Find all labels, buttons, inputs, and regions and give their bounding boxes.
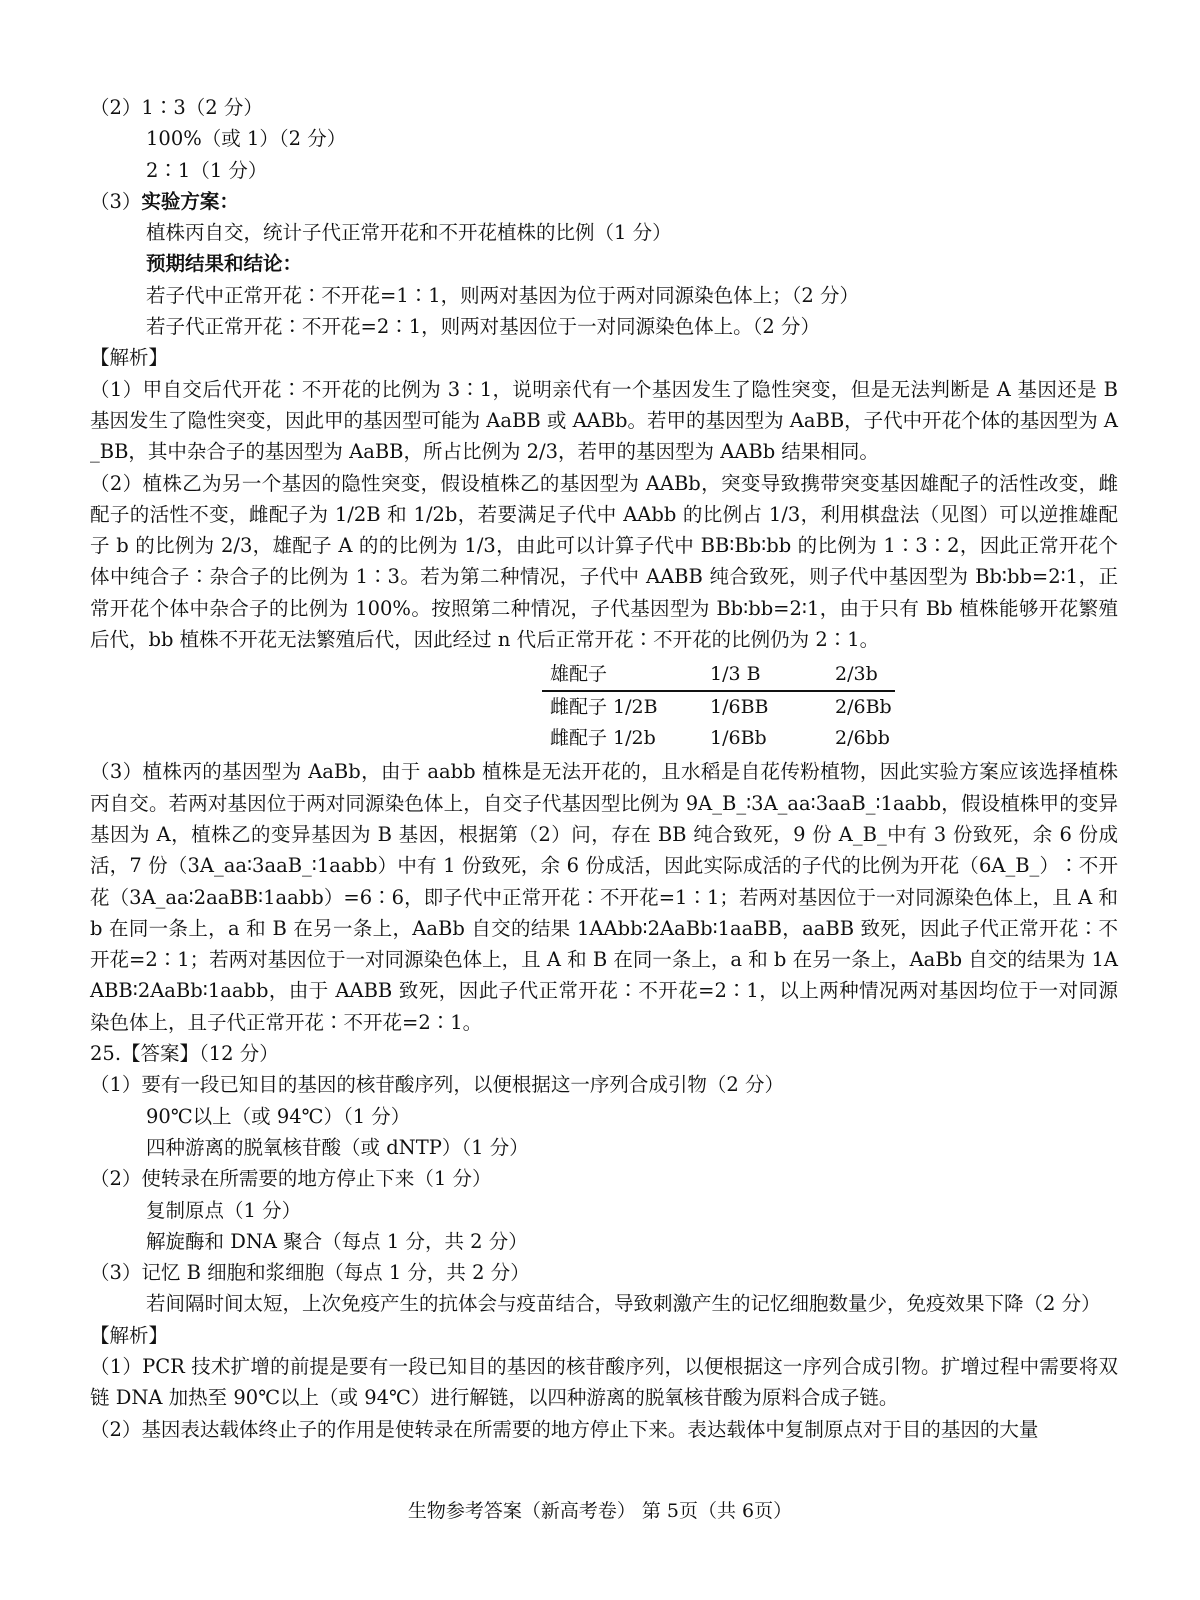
gamete-header-cell: 1/3 B — [710, 659, 835, 691]
gamete-header-cell: 2/3b — [835, 659, 895, 691]
gamete-cell: 雌配子 1/2B — [550, 696, 658, 719]
q2-answer-line-1: （2）1∶3（2 分） — [90, 96, 263, 119]
q3-plan: 植株丙自交，统计子代正常开花和不开花植株的比例（1 分） — [146, 221, 672, 245]
analysis-title-25: 【解析】 — [90, 1323, 169, 1347]
analysis-title-24: 【解析】 — [90, 346, 169, 370]
q3-number: （3） — [90, 189, 142, 213]
q2-answer-line-2: 100%（或 1）（2 分） — [146, 127, 347, 151]
gamete-cell: 雌配子 1/2b — [550, 727, 656, 750]
q25-answer-1b: 四种游离的脱氧核苷酸（或 dNTP）（1 分） — [146, 1135, 529, 1159]
gamete-cell: 2/6bb — [835, 727, 890, 750]
q3-result-label: 预期结果和结论： — [146, 252, 303, 276]
q3-result-1: 若子代中正常开花∶不开花=1∶1，则两对基因为位于两对同源染色体上；（2 分） — [146, 283, 860, 307]
q25-answer-1: （1）要有一段已知目的基因的核苷酸序列，以便根据这一序列合成引物（2 分） — [90, 1073, 785, 1097]
gamete-cell: 2/6Bb — [835, 696, 892, 719]
analysis-24-p3: （3）植株丙的基因型为 AaBb，由于 aabb 植株是无法开花的，且水稻是自花传粉植物，因此实验方案应该选择植株丙自交。若两对基因位于两对同源染色体上，自交子代基因型比例为 9A_B_∶3A_aa∶3aaB_∶1aabb，假设植株甲的变异基因为 A，植株乙的变异基因为 B 基因，根据第（2）问，存在 BB 纯合致死，9 份 A_B_中有 3 份致死，余 6 份成活，7 份（3A_aa∶3aaB_∶1aabb）中有 1 份致死，余 6 份成活，因此实际成活的子代的比例为开花（6A_B_）∶不开花（3A_aa∶2aaBB∶1aabb）=6∶6，即子代中正常开花∶不开花=1∶1；若两对基因位于一对同源染色体上，且 A 和 b 在同一条上，a 和 B 在另一条上，AaBb 自交的结果 1AAbb∶2AaBb∶1aaBB，aaBB 致死，因此子代正常开花∶不开花=2∶1；若两对基因位于一对同源染色体上，且 A 和 B 在同一条上，a 和 b 在另一条上，AaBb 自交的结果为 1AABB∶2AaBb∶1aabb，由于 AABB 致死，因此子代正常开花∶不开花=2∶1，以上两种情况两对基因均位于一对同源染色体上，且子代正常开花∶不开花=2∶1。 — [90, 760, 1118, 1034]
analysis-25-p1: （1）PCR 技术扩增的前提是要有一段已知目的基因的核苷酸序列，以便根据这一序列合成引物。扩增过程中需要将双链 DNA 加热至 90℃以上（或 94℃）进行解链，以四种游离的脱氧核苷酸为原料合成子链。 — [90, 1354, 1118, 1410]
analysis-24-p2: （2）植株乙为另一个基因的隐性突变，假设植株乙的基因型为 AABb，突变导致携带突变基因雄配子的活性改变，雌配子的活性不变，雌配子为 1/2B 和 1/2b，若要满足子代中 AAbb 的比例占 1/3，利用棋盘法（见图）可以逆推雄配子 b 的比例为 2/3，雄配子 A 的的比例为 1/3，由此可以计算子代中 BB∶Bb∶bb 的比例为 1∶3∶2，因此正常开花个体中纯合子∶杂合子的比例为 1∶3。若为第二种情况，子代中 AABB 纯合致死，则子代中基因型为 Bb∶bb=2∶1，正常开花个体中杂合子的比例为 100%。按照第二种情况，子代基因型为 Bb∶bb=2∶1，由于只有 Bb 植株能够开花繁殖后代，bb 植株不开花无法繁殖后代，因此经过 n 代后正常开花∶不开花的比例仍为 2∶1。 — [90, 471, 1118, 652]
q25-answer-2a: 复制原点（1 分） — [146, 1198, 302, 1222]
gamete-cell: 1/6Bb — [710, 727, 767, 750]
gamete-table-row — [542, 723, 895, 754]
q25-answer-2: （2）使转录在所需要的地方停止下来（1 分） — [90, 1167, 492, 1191]
q3-result-2: 若子代正常开花∶不开花=2∶1，则两对基因位于一对同源染色体上。（2 分） — [146, 315, 821, 339]
page-footer: 生物参考答案（新高考卷） 第 5页（共 6页） — [407, 1500, 793, 1522]
q25-answer-1a: 90℃以上（或 94℃）（1 分） — [146, 1104, 411, 1128]
q25-answer-3a: 若间隔时间太短，上次免疫产生的抗体会与疫苗结合，导致刺激产生的记忆细胞数量少，免疫效果下降（2 分） — [146, 1292, 1101, 1316]
q2-answer-line-3: 2∶1（1 分） — [146, 158, 268, 182]
gamete-header-cell: 雄配子 — [542, 659, 710, 691]
q25-answer-3: （3）记忆 B 细胞和浆细胞（每点 1 分，共 2 分） — [90, 1261, 530, 1285]
q25-title: 25.【答案】（12 分） — [90, 1042, 279, 1066]
q3-heading — [90, 186, 1118, 217]
q25-answer-2b: 解旋酶和 DNA 聚合（每点 1 分，共 2 分） — [146, 1229, 528, 1253]
q3-plan-label: 实验方案： — [141, 189, 239, 213]
gamete-table — [542, 659, 895, 754]
gamete-table-header — [542, 659, 895, 691]
analysis-24-p1: （1）甲自交后代开花∶不开花的比例为 3∶1，说明亲代有一个基因发生了隐性突变，但是无法判断是 A 基因还是 B 基因发生了隐性突变，因此甲的基因型可能为 AaBB 或 AABb。若甲的基因型为 AaBB，子代中开花个体的基因型为 A_BB，其中杂合子的基因型为 AaBB，所占比例为 2/3，若甲的基因型为 AABb 结果相同。 — [90, 377, 1118, 464]
analysis-25-p2: （2）基因表达载体终止子的作用是使转录在所需要的地方停止下来。表达载体中复制原点对于目的基因的大量 — [90, 1417, 1039, 1441]
gamete-cell: 1/6BB — [710, 696, 769, 719]
gamete-table-row — [542, 691, 895, 723]
